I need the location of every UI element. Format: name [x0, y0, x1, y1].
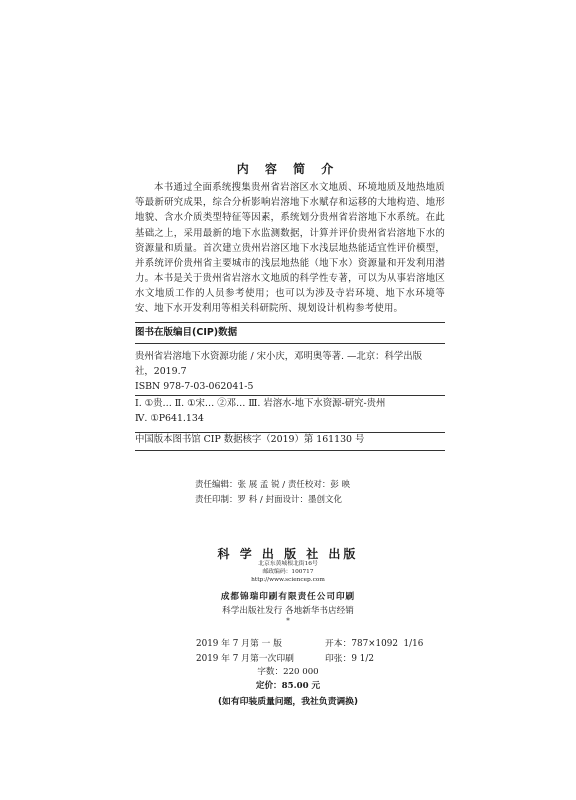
- summary-text-2: 本书是关于贵州省岩溶水文地质的科学性专著，可以为从事岩溶地区水文地质工作的人员参考使用；也可以为涉及寺岩环境、地下水环境等安、地下水开发利用等相关科研院所、规划设计机构参考使用。: [135, 273, 445, 315]
- print-sheets: 印张：9 1/2: [325, 654, 374, 664]
- publisher-address: 北京东黄城根北街16号: [258, 561, 318, 567]
- cip-isbn: ISBN 978-7-03-062041-5: [135, 381, 254, 393]
- cip-classification-line-2: Ⅳ. ①P641.134: [135, 412, 204, 424]
- publisher-url: http://www.sciencep.com: [251, 577, 325, 583]
- printer-line: 成都锦瑞印刷有限责任公司印刷: [220, 592, 356, 602]
- word-count: 字数：220 000: [257, 667, 319, 677]
- printing-date: 2019 年 7 月第一次印刷: [196, 654, 294, 664]
- format-size: 开本：787×1092 1/16: [325, 639, 424, 649]
- cip-title-line-1: 贵州省岩溶地下水资源功能 / 宋小庆，邓明奥等著. —北京：科学出版: [135, 351, 422, 362]
- quality-notice: (如有印装质量问题，我社负责调换): [218, 697, 358, 707]
- distribution-line: 科学出版社发行 各地新华书店经销: [222, 606, 354, 616]
- publisher-zip: 邮政编码：100717: [262, 569, 314, 575]
- cip-heading: 图书在版编目(CIP)数据: [135, 327, 238, 338]
- edition-date: 2019 年 7 月第 一 版: [196, 639, 282, 649]
- content-summary-paragraph-2: [135, 271, 445, 317]
- production-credits: 责任印制：罗 科 / 封面设计：墨创文化: [195, 495, 342, 505]
- separator-star: *: [286, 617, 290, 625]
- price: 定价：85.00 元: [255, 681, 321, 691]
- cip-record-number: 中国版本图书馆 CIP 数据核字（2019）第 161130 号: [135, 433, 445, 451]
- editor-credits: 责任编辑：张 展 孟 锐 / 责任校对：彭 映: [195, 480, 351, 490]
- cip-data-block: [135, 322, 445, 451]
- publisher-name: 科 学 出 版 社 出版: [217, 547, 359, 561]
- cip-classification-line-1: Ⅰ. ①贵… Ⅱ. ①宋… ②邓… Ⅲ. 岩溶水-地下水资源-研究-贵州: [135, 397, 386, 409]
- cip-title-line-2: 社，2019.7: [135, 366, 187, 378]
- summary-text-1: 本书通过全面系统搜集贵州省岩溶区水文地质、环境地质及地热地质等最新研究成果，综合分析影响岩溶地下水赋存和运移的大地构造、地形地貌、含水介质类型特征等因素，系统划分贵州省岩溶地下水系统。在此基础之上，采用最新的地下水监测数据，计算并评价贵州省岩溶地下水的资源量和质量。首次建立贵州岩溶区地下水浅层地热能适宜性评价模型，并系统评价贵州省主要城市的浅层地热能（地下水）资源量和开发利用潜力。: [135, 182, 445, 285]
- cip-top-rule: [135, 322, 445, 323]
- cip-record: [135, 343, 445, 433]
- content-summary-title: 内 容 简 介: [236, 162, 340, 176]
